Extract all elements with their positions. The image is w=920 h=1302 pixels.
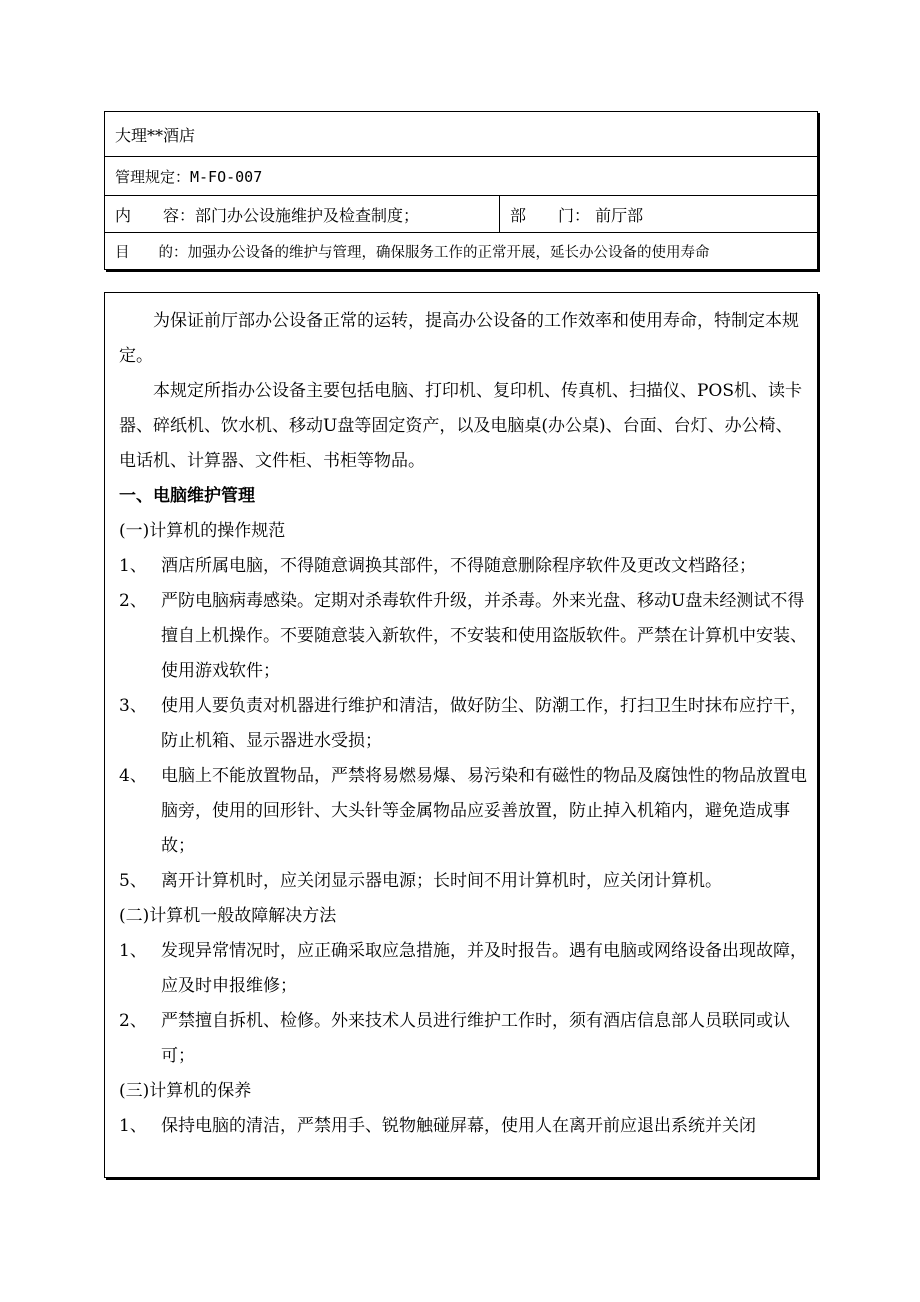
item-text: 酒店所属电脑，不得随意调换其部件，不得随意删除程序软件及更改文档路径；	[161, 556, 756, 576]
regulation-row	[105, 156, 817, 195]
item-text: 严防电脑病毒感染。定期对杀毒软件升级，并杀毒。外来光盘、移动U盘未经测试不得擅自上机操作。不要随意装入新软件，不安装和使用盗版软件。严禁在计算机中安装、使用游戏软件；	[161, 591, 807, 681]
intro-paragraph-2: 本规定所指办公设备主要包括电脑、打印机、复印机、传真机、扫描仪、POS机、读卡器、碎纸机、饮水机、移动U盘等固定资产，以及电脑桌(办公桌)、台面、台灯、办公椅、电话机、计算器、文件柜、书柜等物品。	[119, 381, 803, 471]
content-dept-row	[105, 195, 817, 232]
list-item	[119, 934, 809, 1004]
item-number: 5、	[119, 871, 147, 891]
body-content	[119, 304, 809, 1144]
item-number: 4、	[119, 766, 147, 786]
dept-value: 前厅部	[595, 205, 644, 225]
item-number: 2、	[119, 1011, 147, 1031]
item-text: 使用人要负责对机器进行维护和清洁，做好防尘、防潮工作，打扫卫生时抹布应拧干，防止机箱、显示器进水受损；	[161, 696, 807, 751]
content-cell	[105, 196, 500, 232]
purpose-value: 加强办公设备的维护与管理，确保服务工作的正常开展，延长办公设备的使用寿命	[187, 244, 710, 261]
intro-paragraph-1: 为保证前厅部办公设备正常的运转，提高办公设备的工作效率和使用寿命，特制定本规定。	[119, 311, 799, 366]
subsection-title: (二)计算机一般故障解决方法	[119, 906, 337, 926]
hotel-row	[105, 112, 817, 156]
regulation-code: 管理规定：M-FO-007	[115, 167, 263, 186]
item-number: 1、	[119, 941, 147, 961]
content-value: 部门办公设施维护及检查制度；	[195, 205, 420, 225]
list-item	[119, 689, 809, 759]
item-text: 严禁擅自拆机、检修。外来技术人员进行维护工作时，须有酒店信息部人员联同或认可；	[161, 1011, 790, 1066]
item-number: 1、	[119, 556, 147, 576]
dept-cell	[500, 196, 817, 232]
item-number: 2、	[119, 591, 147, 611]
section-title: 一、电脑维护管理	[119, 486, 255, 506]
list-item	[119, 864, 809, 899]
item-text: 保持电脑的清洁，严禁用手、锐物触碰屏幕，使用人在离开前应退出系统并关闭	[161, 1116, 756, 1136]
item-text: 离开计算机时，应关闭显示器电源；长时间不用计算机时，应关闭计算机。	[161, 871, 722, 891]
list-item	[119, 1109, 809, 1144]
subsection-title: (三)计算机的保养	[119, 1081, 252, 1101]
header-table	[104, 111, 818, 270]
item-number: 3、	[119, 696, 147, 716]
list-item	[119, 1004, 809, 1074]
list-item	[119, 759, 809, 864]
list-item	[119, 549, 809, 584]
list-item	[119, 584, 809, 689]
dept-label: 部 门：	[510, 205, 591, 225]
item-text: 电脑上不能放置物品，严禁将易燃易爆、易污染和有磁性的物品及腐蚀性的物品放置电脑旁，使用的回形针、大头针等金属物品应妥善放置，防止掉入机箱内，避免造成事故；	[161, 766, 807, 856]
purpose-row	[105, 232, 817, 269]
hotel-name: 大理**酒店	[115, 125, 196, 145]
item-number: 1、	[119, 1116, 147, 1136]
purpose-label: 目 的：	[115, 244, 188, 261]
body-box	[104, 292, 818, 1178]
subsection-title: (一)计算机的操作规范	[119, 521, 286, 541]
item-text: 发现异常情况时，应正确采取应急措施，并及时报告。遇有电脑或网络设备出现故障，应及时申报维修；	[161, 941, 807, 996]
content-label: 内 容：	[115, 205, 196, 225]
